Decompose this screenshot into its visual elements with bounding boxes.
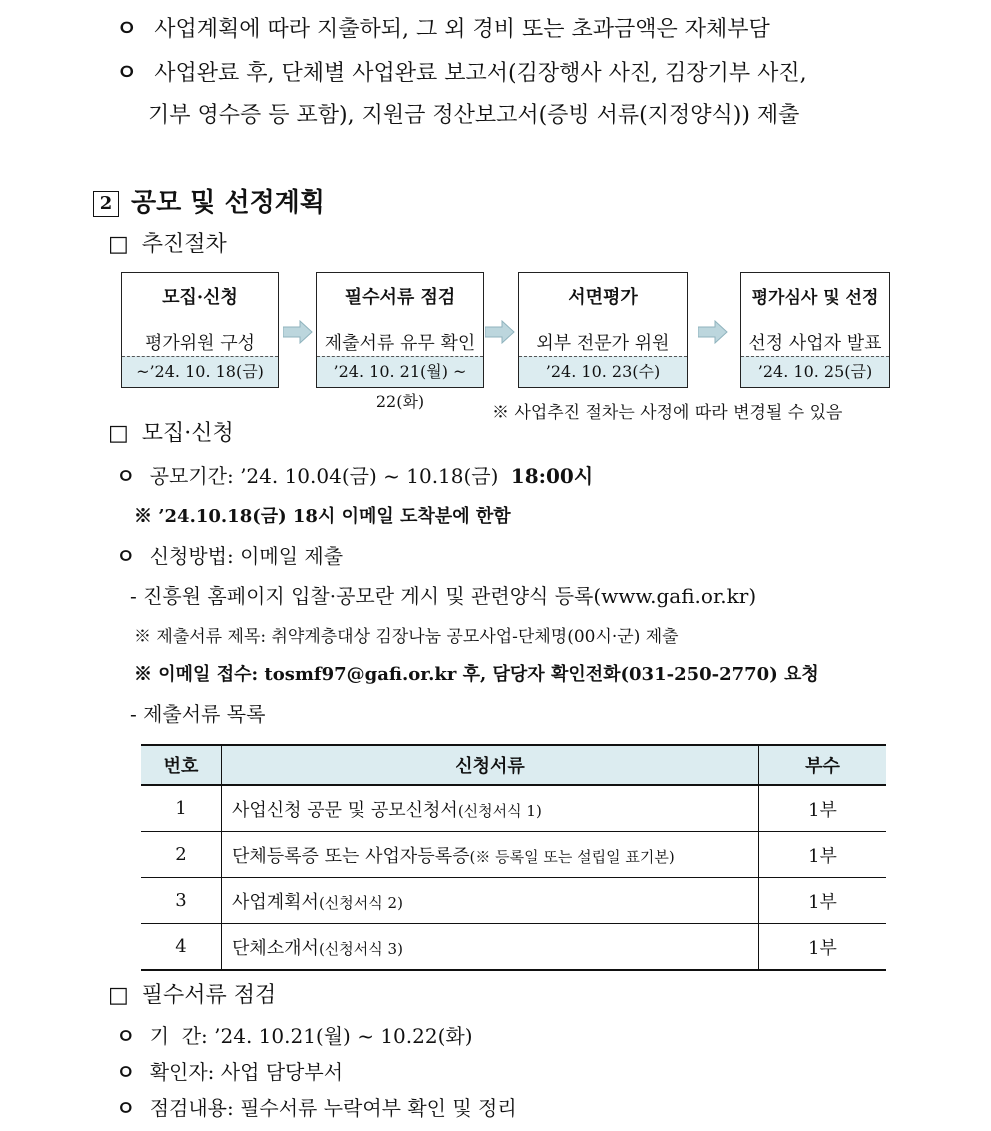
step-title: 모집·신청 xyxy=(162,287,238,308)
circle-bullet-icon: ㅇ xyxy=(116,1060,136,1084)
arrow-right-icon xyxy=(698,320,728,344)
step-title: 서면평가 xyxy=(568,287,638,308)
step-title: 필수서류 점검 xyxy=(344,287,456,308)
table-row: 2 단체등록증 또는 사업자등록증(※ 등록일 또는 설립일 표기본) 1부 xyxy=(141,832,886,878)
step-date: ~’24. 10. 18(금) xyxy=(122,356,278,387)
table-row: 4 단체소개서(신청서식 3) 1부 xyxy=(141,924,886,971)
circle-bullet-icon: ㅇ xyxy=(116,464,136,488)
recruit-email-note: ※ 이메일 접수: tosmf97@gafi.or.kr 후, 담당자 확인전화(031-250-2770) 요청 xyxy=(134,664,819,685)
recruit-method: ㅇ 신청방법: 이메일 제출 xyxy=(116,544,344,568)
col-header-doc: 신청서류 xyxy=(222,745,759,785)
process-step-1 xyxy=(121,272,279,388)
intro-line-3: 기부 영수증 등 포함), 지원금 정산보고서(증빙 서류(지정양식)) 제출 xyxy=(148,103,800,128)
recruit-list-label: - 제출서류 목록 xyxy=(130,702,266,726)
table-row: 3 사업계획서(신청서식 2) 1부 xyxy=(141,878,886,924)
circle-bullet-icon: ㅇ xyxy=(116,1096,136,1120)
recruit-period-time: 18:00시 xyxy=(510,464,594,488)
step-date: ’24. 10. 25(금) xyxy=(741,356,889,387)
table-row: 1 사업신청 공문 및 공모신청서(신청서식 1) 1부 xyxy=(141,785,886,832)
square-bullet-icon: □ xyxy=(108,983,129,1008)
circle-bullet-icon: ㅇ xyxy=(116,60,138,86)
circle-bullet-icon: ㅇ xyxy=(116,544,136,568)
docs-table xyxy=(141,744,886,971)
intro-line-2: ㅇ 사업완료 후, 단체별 사업완료 보고서(김장행사 사진, 김장기부 사진, xyxy=(116,60,807,86)
step-title: 평가심사 및 선정 xyxy=(751,288,879,308)
process-step-3 xyxy=(518,272,688,388)
circle-bullet-icon: ㅇ xyxy=(116,1024,136,1048)
arrow-right-icon xyxy=(283,320,313,344)
step-desc: 제출서류 유무 확인 xyxy=(324,333,476,354)
check-checker: ㅇ 확인자: 사업 담당부서 xyxy=(116,1060,344,1084)
recruit-subject-note: ※ 제출서류 제목: 취약계층대상 김장나눔 공모사업-단체명(00시·군) 제출 xyxy=(134,627,679,647)
square-bullet-icon: □ xyxy=(108,232,129,257)
process-step-2 xyxy=(316,272,484,411)
recruit-method-sub: - 진흥원 홈페이지 입찰·공모란 게시 및 관련양식 등록(www.gafi.or.kr) xyxy=(130,584,757,608)
section-title: 공모 및 선정계획 xyxy=(131,188,325,218)
section-number: 2 xyxy=(93,191,119,217)
arrow-right-icon xyxy=(485,320,515,344)
process-heading: □ 추진절차 xyxy=(108,232,227,257)
circle-bullet-icon: ㅇ xyxy=(116,16,138,42)
process-step-4 xyxy=(740,272,890,388)
intro-line-1: ㅇ 사업계획에 따라 지출하되, 그 외 경비 또는 초과금액은 자체부담 xyxy=(116,16,770,42)
step-desc: 외부 전문가 위원 xyxy=(536,333,670,354)
recruit-heading: □ 모집·신청 xyxy=(108,421,234,446)
process-note: ※ 사업추진 절차는 사정에 따라 변경될 수 있음 xyxy=(492,403,843,423)
recruit-period: ㅇ 공모기간: ’24. 10.04(금) ~ 10.18(금) 18:00시 xyxy=(116,464,594,488)
table-header-row xyxy=(141,745,886,785)
check-heading: □ 필수서류 점검 xyxy=(108,983,277,1008)
col-header-number: 번호 xyxy=(141,745,222,785)
section-header xyxy=(93,182,325,219)
step-desc: 평가위원 구성 xyxy=(144,333,256,354)
recruit-period-note: ※ ’24.10.18(금) 18시 이메일 도착분에 한함 xyxy=(134,506,511,527)
check-period: ㅇ 기 간: ’24. 10.21(월) ~ 10.22(화) xyxy=(116,1024,473,1048)
check-content: ㅇ 점검내용: 필수서류 누락여부 확인 및 정리 xyxy=(116,1096,517,1120)
step-date: ’24. 10. 21(월) ~ 22(화) xyxy=(317,356,483,387)
step-desc: 선정 사업자 발표 xyxy=(748,333,882,354)
square-bullet-icon: □ xyxy=(108,421,129,446)
col-header-copies: 부수 xyxy=(759,745,887,785)
step-date: ’24. 10. 23(수) xyxy=(519,356,687,387)
